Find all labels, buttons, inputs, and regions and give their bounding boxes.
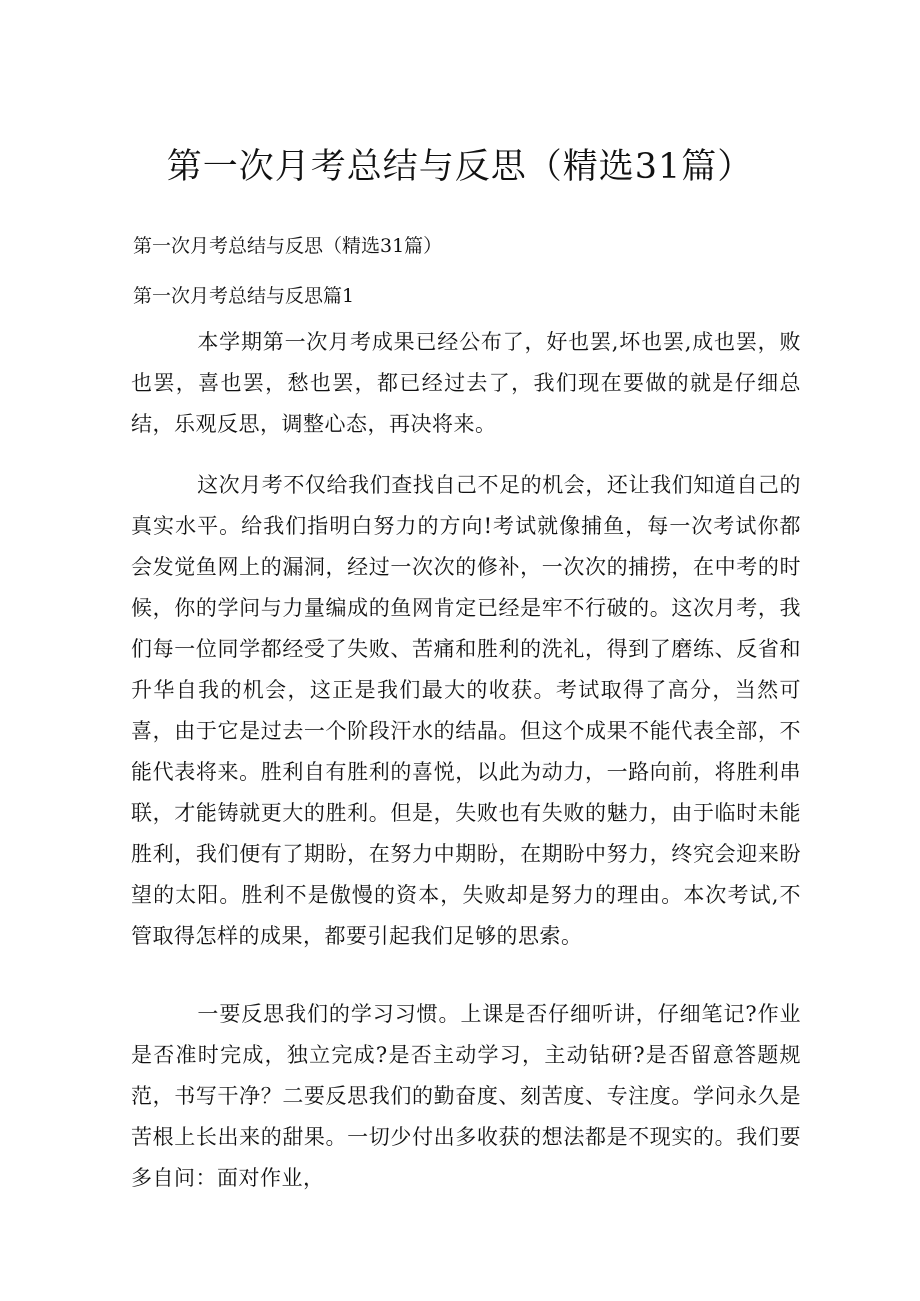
document-title: 第一次月考总结与反思（精选31篇） bbox=[166, 147, 754, 187]
paragraph-2-text: 这次月考不仅给我们查找自己不足的机会，还让我们知道自己的真实水平。给我们指明白努力的方向!考试就像捕鱼，每一次考试你都会发觉鱼网上的漏洞，经过一次次的修补，一次次的捕捞，在中考的时候，你的学问与力量编成的鱼网肯定已经是牢不行破的。这次月考，我们每一位同学都经受了失败、苦痛和胜利的洗礼，得到了磨练、反省和升华自我的机会，这正是我们最大的收获。考试取得了高分，当然可喜，由于它是过去一个阶段汗水的结晶。但这个成果不能代表全部，不能代表将来。胜利自有胜利的喜悦，以此为动力，一路向前，将胜利串联，才能铸就更大的胜利。但是，失败也有失败的魅力，由于临时未能胜利，我们便有了期盼，在努力中期盼，在期盼中努力，终究会迎来盼望的太阳。胜利不是傲慢的资本，失败却是努力的理由。本次考试,不管取得怎样的成果，都要引起我们足够的思索。 bbox=[131, 473, 801, 948]
document-subtitle: 第一次月考总结与反思（精选31篇） bbox=[133, 235, 443, 257]
paragraph-2 bbox=[131, 465, 801, 957]
paragraph-1 bbox=[131, 322, 801, 445]
paragraph-3 bbox=[131, 994, 801, 1199]
paragraph-3-text: 一要反思我们的学习习惯。上课是否仔细听讲，仔细笔记?作业是否准时完成，独立完成?是否主动学习，主动钻研?是否留意答题规范，书写干净？二要反思我们的勤奋度、刻苦度、专注度。学问永久是苦根上长出来的甜果。一切少付出多收获的想法都是不现实的。我们要多自问：面对作业， bbox=[131, 1002, 801, 1190]
paragraph-1-text: 本学期第一次月考成果已经公布了，好也罢,坏也罢,成也罢，败也罢，喜也罢，愁也罢，都已经过去了，我们现在要做的就是仔细总结，乐观反思，调整心态，再决将来。 bbox=[131, 330, 801, 436]
section-heading: 第一次月考总结与反思篇1 bbox=[133, 285, 355, 307]
